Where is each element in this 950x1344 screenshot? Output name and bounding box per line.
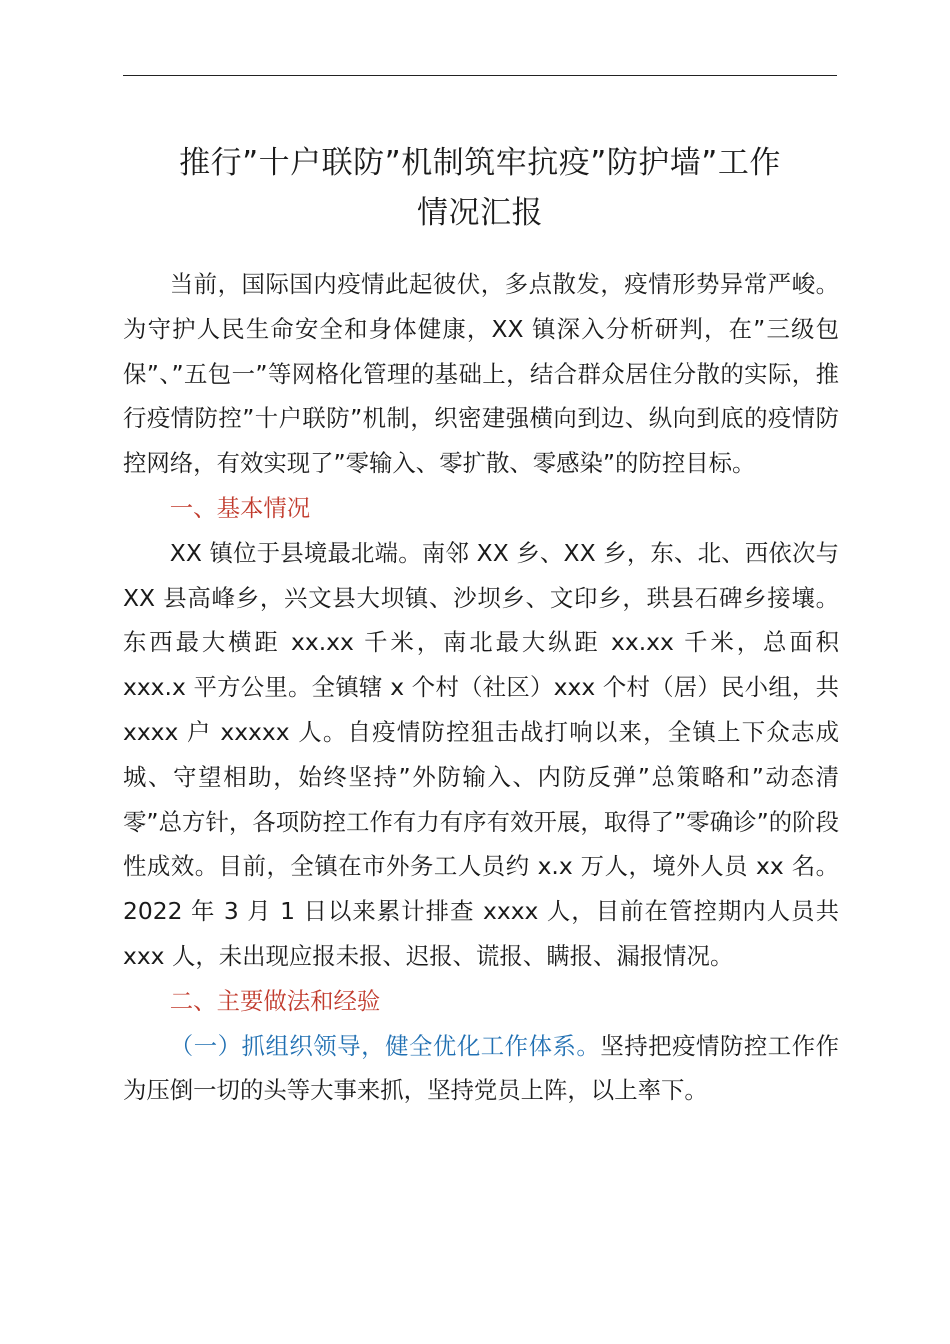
section-basic-paragraph: XX 镇位于县境最北端。南邻 XX 乡、XX 乡，东、北、西依次与 XX 县高峰乡，兴文县大坝镇、沙坝乡、文印乡，珙县石碑乡接壤。东西最大横距 xx.xx 千米，南北最大纵距 xx.xx 千米，总面积 xxx.x 平方公里。全镇辖 x 个村（社区）xxx 个村（居）民小组，共 xxxx 户 xxxxx 人。自疫情防控狙击战打响以来，全镇上下众志成城、守望相助，始终坚持”外防输入、内防反弹”总策略和”动态清零”总方针，各项防控工作有力有序有效开展，取得了”零确诊”的阶段性成效。目前，全镇在市外务工人员约 x.x 万人，境外人员 xx 名。2022 年 3 月 1 日以来累计排查 xxxx 人，目前在管控期内人员共 xxx 人，未出现应报未报、迟报、谎报、瞒报、漏报情况。	[123, 538, 839, 970]
header-rule	[123, 75, 837, 76]
subsection-body: 坚持把疫情防控工作作为压倒一切的头等大事来抓，坚持党员上阵，以上率下。	[123, 1031, 840, 1105]
section-heading-practices: 二、主要做法和经验	[169, 986, 381, 1015]
title-line-1: 推行”十户联防”机制筑牢抗疫”防护墙”工作	[179, 145, 781, 181]
section-heading-basic: 一、基本情况	[169, 493, 311, 522]
document-body	[123, 262, 839, 1113]
document-title	[123, 138, 837, 238]
intro-paragraph: 当前，国际国内疫情此起彼伏，多点散发，疫情形势异常严峻。为守护人民生命安全和身体健康，XX 镇深入分析研判，在”三级包保”、”五包一”等网格化管理的基础上，结合群众居住分散的实际，推行疫情防控”十户联防”机制，织密建强横向到边、纵向到底的疫情防控网络，有效实现了”零输入、零扩散、零感染”的防控目标。	[123, 270, 839, 478]
subsection-paragraph	[123, 1024, 839, 1114]
title-line-2: 情况汇报	[417, 195, 543, 231]
subsection-heading-organization: （一）抓组织领导，健全优化工作体系。	[169, 1031, 601, 1060]
